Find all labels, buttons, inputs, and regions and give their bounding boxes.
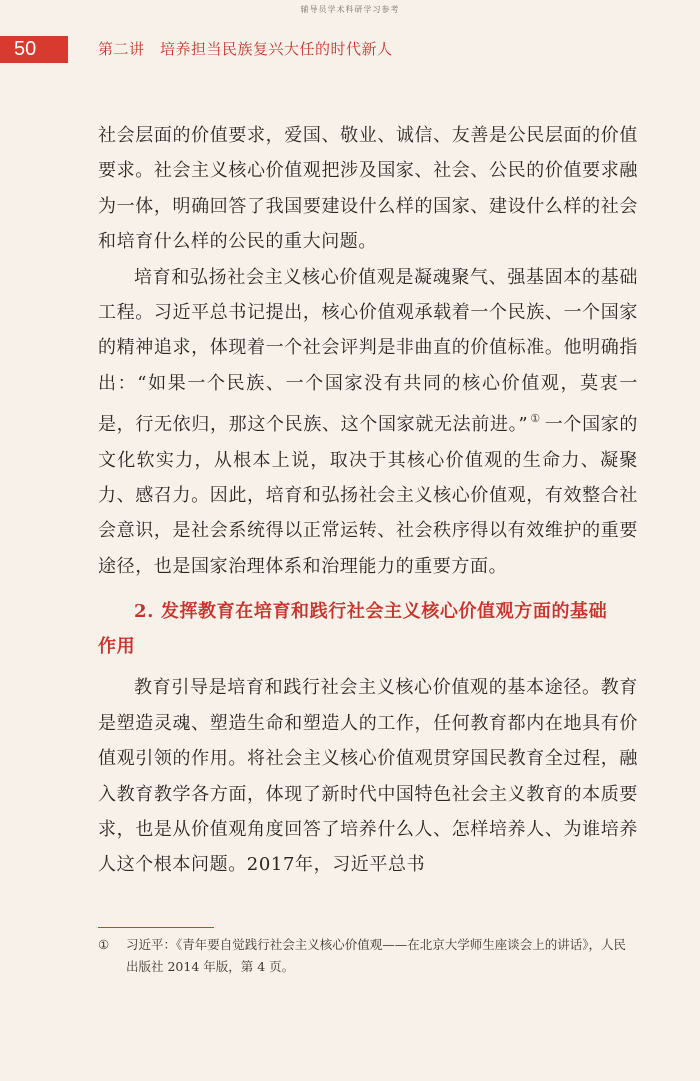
body-paragraph: 教育引导是培育和践行社会主义核心价值观的基本途径。教育是塑造灵魂、塑造生命和塑造人的工作，任何教育都内在地具有价值观引领的作用。将社会主义核心价值观贯穿国民教育全过程，融入教育教学各方面，体现了新时代中国特色社会主义教育的本质要求，也是从价值观角度回答了培养什么人、怎样培养人、为谁培养人这个根本问题。2017年，习近平总书 xyxy=(98,677,638,876)
footnote xyxy=(98,934,638,978)
footnote-reference[interactable]: ① xyxy=(530,412,541,426)
body-paragraph: 社会层面的价值要求，爱国、敬业、诚信、友善是公民层面的价值要求。社会主义核心价值观把涉及国家、社会、公民的价值要求融为一体，明确回答了我国要建设什么样的国家、建设什么样的社会和培育什么样的公民的重大问题。 xyxy=(98,125,638,253)
section-heading xyxy=(98,594,638,664)
paragraph-text: 一个国家的文化软实力，从根本上说，取决于其核心价值观的生命力、凝聚力、感召力。因此，培育和弘扬社会主义核心价值观，有效整合社会意识，是社会系统得以正常运转、社会秩序得以有效维护的重要途径，也是国家治理体系和治理能力的重要方面。 xyxy=(98,414,638,577)
paragraph-text: 培育和弘扬社会主义核心价值观是凝魂聚气、强基固本的基础工程。习近平总书记提出，核心价值观承载着一个民族、一个国家的精神追求，体现着一个社会评判是非曲直的价值标准。他明确指出：“如果一个民族、一个国家没有共同的核心价值观，莫衷一是，行无依归，那这个民族、这个国家就无法前进。” xyxy=(98,266,638,436)
footnote-marker: ① xyxy=(98,937,110,952)
footnote-divider xyxy=(98,927,214,928)
body-paragraph xyxy=(98,260,638,585)
running-head-note: 辅导员学术科研学习参考 xyxy=(300,5,400,14)
section-heading-line: 作用 xyxy=(98,636,136,658)
page-number-badge: 50 xyxy=(0,36,68,63)
section-heading-line: 2. 发挥教育在培育和践行社会主义核心价值观方面的基础 xyxy=(134,601,608,623)
page-body xyxy=(98,118,638,883)
chapter-title: 第二讲 培养担当民族复兴大任的时代新人 xyxy=(98,40,393,58)
footnote-text: 习近平：《青年要自觉践行社会主义核心价值观——在北京大学师生座谈会上的讲话》，人民出版社 2014 年版，第 4 页。 xyxy=(126,937,627,974)
